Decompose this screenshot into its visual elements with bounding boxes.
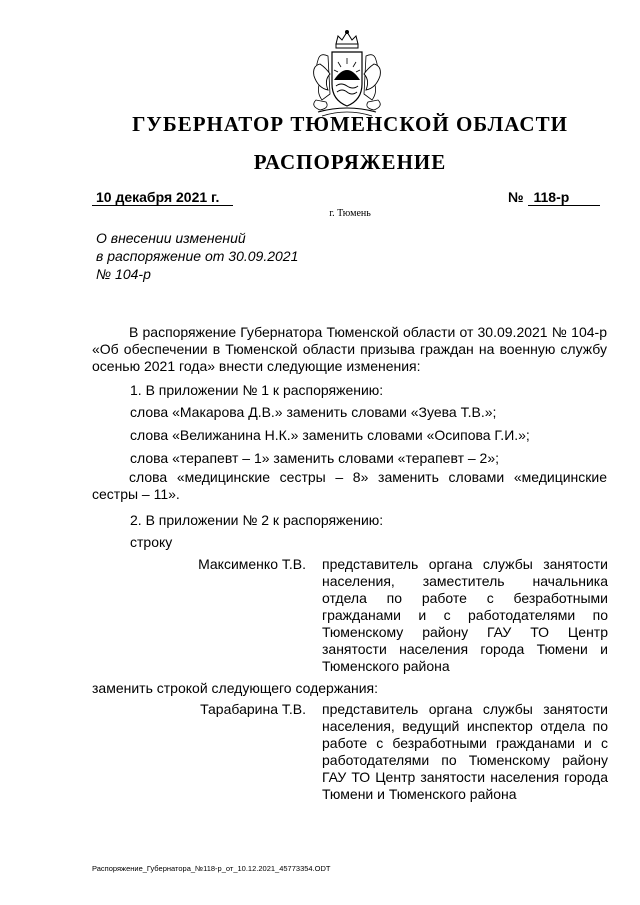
document-issuer-title: ГУБЕРНАТОР ТЮМЕНСКОЙ ОБЛАСТИ <box>132 112 568 136</box>
intro-paragraph: В распоряжение Губернатора Тюменской области от 30.09.2021 № 104-р «Об обеспечении в Тюменской области призыва граждан на военную службу осенью 2021 года» внести следующие изменения: <box>92 324 607 374</box>
new-row-name: Тарабарина Т.В. <box>200 701 306 717</box>
document-date: 10 декабря 2021 г. <box>92 189 233 206</box>
tyumen-coat-of-arms-icon <box>306 30 388 118</box>
old-row-name: Максименко Т.В. <box>198 556 306 572</box>
document-type-title: РАСПОРЯЖЕНИЕ <box>253 150 447 174</box>
new-row-description: представитель органа службы занятости населения, ведущий инспектор отдела по работе с безработными гражданами и с работодателями по Тюменскому району ГАУ ТО Центр занятости населения города Тюмени и Тюменского района <box>322 701 608 802</box>
replace-instruction: заменить строкой следующего содержания: <box>92 680 379 696</box>
item-1-change-a: слова «Макарова Д.В.» заменить словами «Зуева Т.В.»; <box>130 404 497 420</box>
document-city: г. Тюмень <box>329 208 371 219</box>
subject-line-3: № 104-р <box>96 266 151 282</box>
row-label: строку <box>130 534 173 550</box>
subject-line-2: в распоряжение от 30.09.2021 <box>96 248 299 264</box>
subject-line-1: О внесении изменений <box>96 230 246 246</box>
file-name-footer: Распоряжение_Губернатора_№118-р_от_10.12.2021_45773354.ODT <box>92 864 331 873</box>
item-1-change-d: слова «медицинские сестры – 8» заменить словами «медицинские сестры – 11». <box>92 469 607 502</box>
number-value: 118-р <box>528 189 600 206</box>
item-2-heading: 2. В приложении № 2 к распоряжению: <box>130 512 384 528</box>
item-1-heading: 1. В приложении № 1 к распоряжению: <box>130 382 384 398</box>
item-1-change-b: слова «Велижанина Н.К.» заменить словами «Осипова Г.И.»; <box>130 427 530 443</box>
old-row-description: представитель органа службы занятости населения, заместитель начальника отдела по работе с безработными гражданами и с работодателями по Тюменскому району ГАУ ТО Центр занятости населения города Тюмени и Тюменского района <box>322 556 608 674</box>
item-1-change-c: слова «терапевт – 1» заменить словами «терапевт – 2»; <box>130 450 500 466</box>
document-subject <box>96 229 298 283</box>
number-sign: № <box>508 189 524 205</box>
document-number <box>508 189 600 206</box>
